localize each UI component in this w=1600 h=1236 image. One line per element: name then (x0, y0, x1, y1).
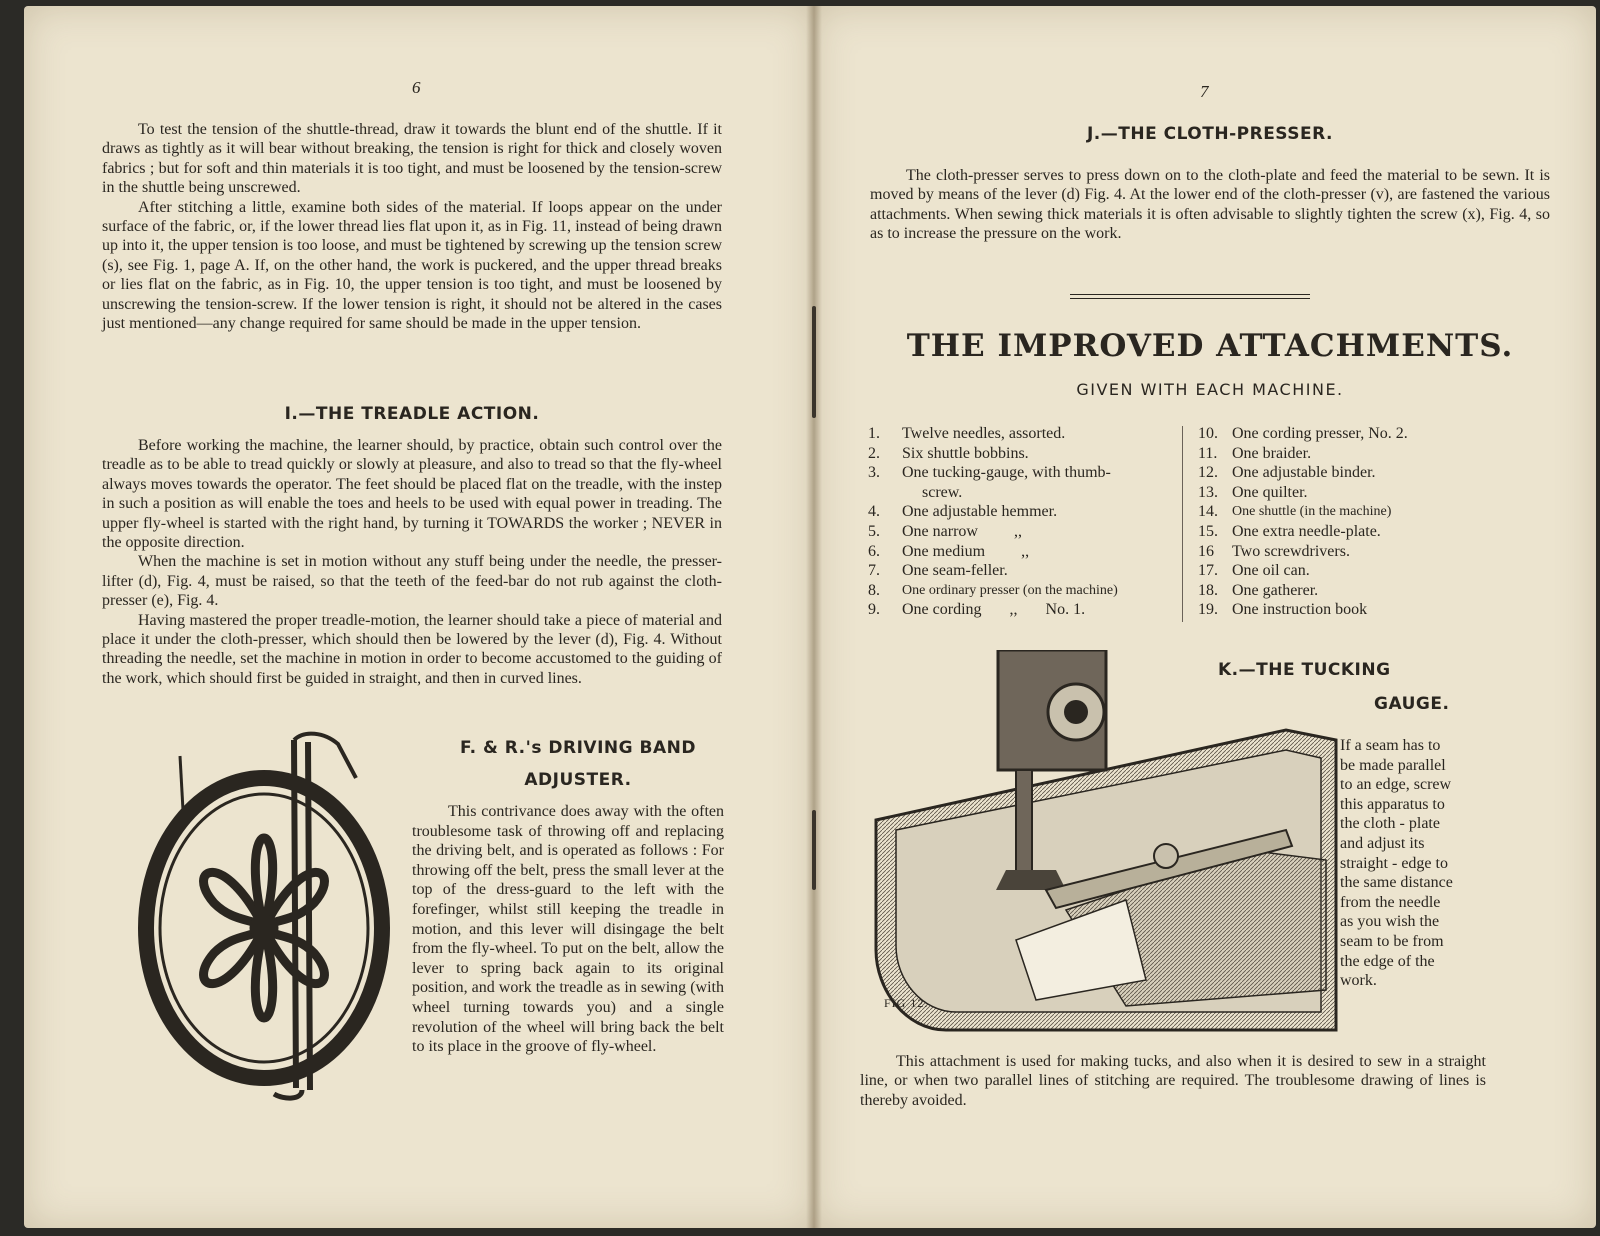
list-item: 2. Six shuttle bobbins. (868, 444, 1029, 462)
figure-label: FIG 12. (884, 996, 929, 1010)
tension-paragraph-2: After stitching a little, examine both sides of the material. If loops appear on the under surface of the fabric, or, if the lower thread lies flat upon it, as in Fig. 11, instead of being drawn up into it, the upper tension is too loose, and must be tightened by screwing up the tension screw (s), see Fig. 1, page A. If, on the other hand, the work is puckered, and the upper thread breaks or lies flat on the fabric, as in Fig. 10, the upper tension is too tight, and must be loosened by unscrewing the tension-screw. If the lower tension is right, it should not be altered in the cases just mentioned—any change required for same should be made in the upper tension. (102, 198, 722, 333)
tucking-line: If a seam has to (1340, 737, 1441, 754)
list-item: 12. One adjustable binder. (1198, 464, 1376, 482)
list-item: 4. One adjustable hemmer. (868, 503, 1058, 521)
cloth-presser-text (870, 166, 1550, 244)
page-number: 6 (412, 78, 421, 97)
tension-paragraph-1: To test the tension of the shuttle-thread, draw it towards the blunt end of the shuttle. If it draws as tightly as it will bear without breaking, the tension is right for thick and closely woven fabrics ; but for soft and thin materials it is too tight, and must be loosened by the tension-screw in the shuttle being unscrewed. (102, 121, 722, 197)
attachments-list-right (1198, 424, 1528, 620)
tucking-line: the edge of the (1340, 952, 1435, 970)
treadle-heading: I.—THE TREADLE ACTION. (284, 404, 540, 424)
treadle-paragraph-3: Having mastered the proper treadle-motion, the learner should take a piece of material and place it under the cloth-presser, which should then be lowered by the lever (d), Fig. 4. Without threading the needle, set the machine in motion in order to become accustomed to the guiding of the work, which should first be guided in straight, and then in curved lines. (102, 611, 722, 687)
list-item: 16 Two screwdrivers. (1198, 542, 1350, 560)
list-column-divider (1182, 426, 1183, 622)
list-item: screw. (922, 483, 963, 501)
list-item: 8. One ordinary presser (on the machine) (868, 581, 1118, 599)
attachments-title: THE IMPROVED ATTACHMENTS. (906, 328, 1514, 364)
list-item: 9. One cording ,, No. 1. (868, 601, 1086, 619)
tucking-line: seam to be from (1340, 932, 1444, 950)
list-item: 5. One narrow ,, (868, 522, 1022, 540)
attachments-subtitle: GIVEN WITH EACH MACHINE. (1076, 380, 1344, 399)
list-item: 6. One medium ,, (868, 542, 1030, 560)
list-item: 19. One instruction book (1198, 601, 1368, 619)
treadle-paragraph-1: Before working the machine, the learner should, by practice, obtain such control over the treadle as to be able to tread quickly or slowly at pleasure, and also to tread so that the fly-wheel always moves towards the operator. The feet should be placed flat on the treadle, with the instep in such a position as will enable the toes and heels to be used with equal power in treading. The upper fly-wheel is started with the right hand, by turning it TOWARDS the worker ; NEVER in the opposite direction. (102, 437, 722, 552)
attachments-list-left (868, 424, 1178, 620)
tucking-line: the cloth - plate (1340, 815, 1440, 833)
page-number: 7 (1200, 82, 1209, 101)
adjuster-heading-line-1: F. & R.'s DRIVING BAND (460, 738, 696, 758)
section-divider (1070, 294, 1310, 299)
tucking-line: work. (1340, 972, 1377, 990)
tucking-gauge-illustration (866, 650, 1346, 1044)
tucking-line: be made parallel (1340, 756, 1446, 774)
flywheel-hub (250, 914, 278, 942)
list-item: 17. One oil can. (1198, 562, 1310, 580)
list-item: 18. One gatherer. (1198, 581, 1319, 599)
tucking-heading-line-2: GAUGE. (1374, 694, 1450, 714)
tucking-line: from the needle (1340, 893, 1441, 911)
left-page (24, 6, 814, 1228)
adjuster-heading-line-2: ADJUSTER. (524, 770, 632, 790)
treadle-text (102, 436, 722, 688)
tucking-line: to an edge, screw (1340, 776, 1452, 794)
attachment-usage-paragraph: This attachment is used for making tucks, and also when it is desired to sew in a straight line, or when two parallel lines of stitching are required. The troublesome drawing of lines is thereby avoided. (860, 1053, 1486, 1109)
tucking-line: straight - edge to (1340, 854, 1448, 872)
adjuster-text (412, 802, 724, 1057)
list-item: 7. One seam-feller. (868, 562, 1008, 580)
list-item: 3. One tucking-gauge, with thumb- (868, 464, 1111, 482)
book-gutter (806, 6, 822, 1228)
cloth-presser-paragraph: The cloth-presser serves to press down on to the cloth-plate and feed the material to be sewn. It is moved by means of the lever (d) Fig. 4. At the lower end of the cloth-presser (v), are fastened the various attachments. When sewing thick materials it is often advisable to slightly tighten the screw (x), Fig. 4, so as to increase the pressure on the work. (870, 167, 1550, 243)
flywheel-illustration (124, 728, 414, 1108)
needle-bar (1016, 770, 1032, 880)
list-item: 14. One shuttle (in the machine) (1198, 503, 1392, 521)
list-item: 10. One cording presser, No. 2. (1198, 425, 1408, 442)
cloth-presser-heading: J.—THE CLOTH-PRESSER. (1086, 124, 1334, 144)
tension-text (102, 120, 722, 333)
list-item: 15. One extra needle-plate. (1198, 522, 1381, 540)
thumb-screw (1154, 844, 1178, 868)
treadle-paragraph-2: When the machine is set in motion without any stuff being under the needle, the presser-lifter (d), Fig. 4, must be raised, so that the teeth of the feed-bar do not rub against the cloth-presser (e), Fig. 4. (102, 553, 722, 610)
tucking-text (1340, 736, 1488, 991)
binding-stitch-lower (812, 810, 816, 890)
tucking-line: and adjust its (1340, 834, 1425, 852)
tucking-line: the same distance (1340, 874, 1453, 892)
tucking-heading-line-1: K.—THE TUCKING (1218, 660, 1391, 680)
list-item: 11. One braider. (1198, 444, 1312, 462)
tucking-line: this apparatus to (1340, 795, 1445, 813)
list-item: 13. One quilter. (1198, 483, 1308, 501)
right-page (814, 6, 1596, 1228)
tucking-line: as you wish the (1340, 913, 1440, 931)
list-item: 1. Twelve needles, assorted. (868, 425, 1066, 442)
attachment-usage-text (860, 1052, 1486, 1110)
adjuster-paragraph: This contrivance does away with the often troublesome task of throwing off and replacing the driving belt, and is operated as follows : For throwing off the belt, press the small lever at the top of the dress-guard to the left with the forefinger, whilst still keeping the treadle in motion, and this lever will disingage the belt from the fly-wheel. To put on the belt, allow the lever to spring back again to its original position, and work the treadle as in sewing (with wheel turning towards you) and a single revolution of the wheel will bring back the belt to its place in the groove of fly-wheel. (412, 803, 724, 1056)
binding-stitch-upper (812, 306, 816, 418)
